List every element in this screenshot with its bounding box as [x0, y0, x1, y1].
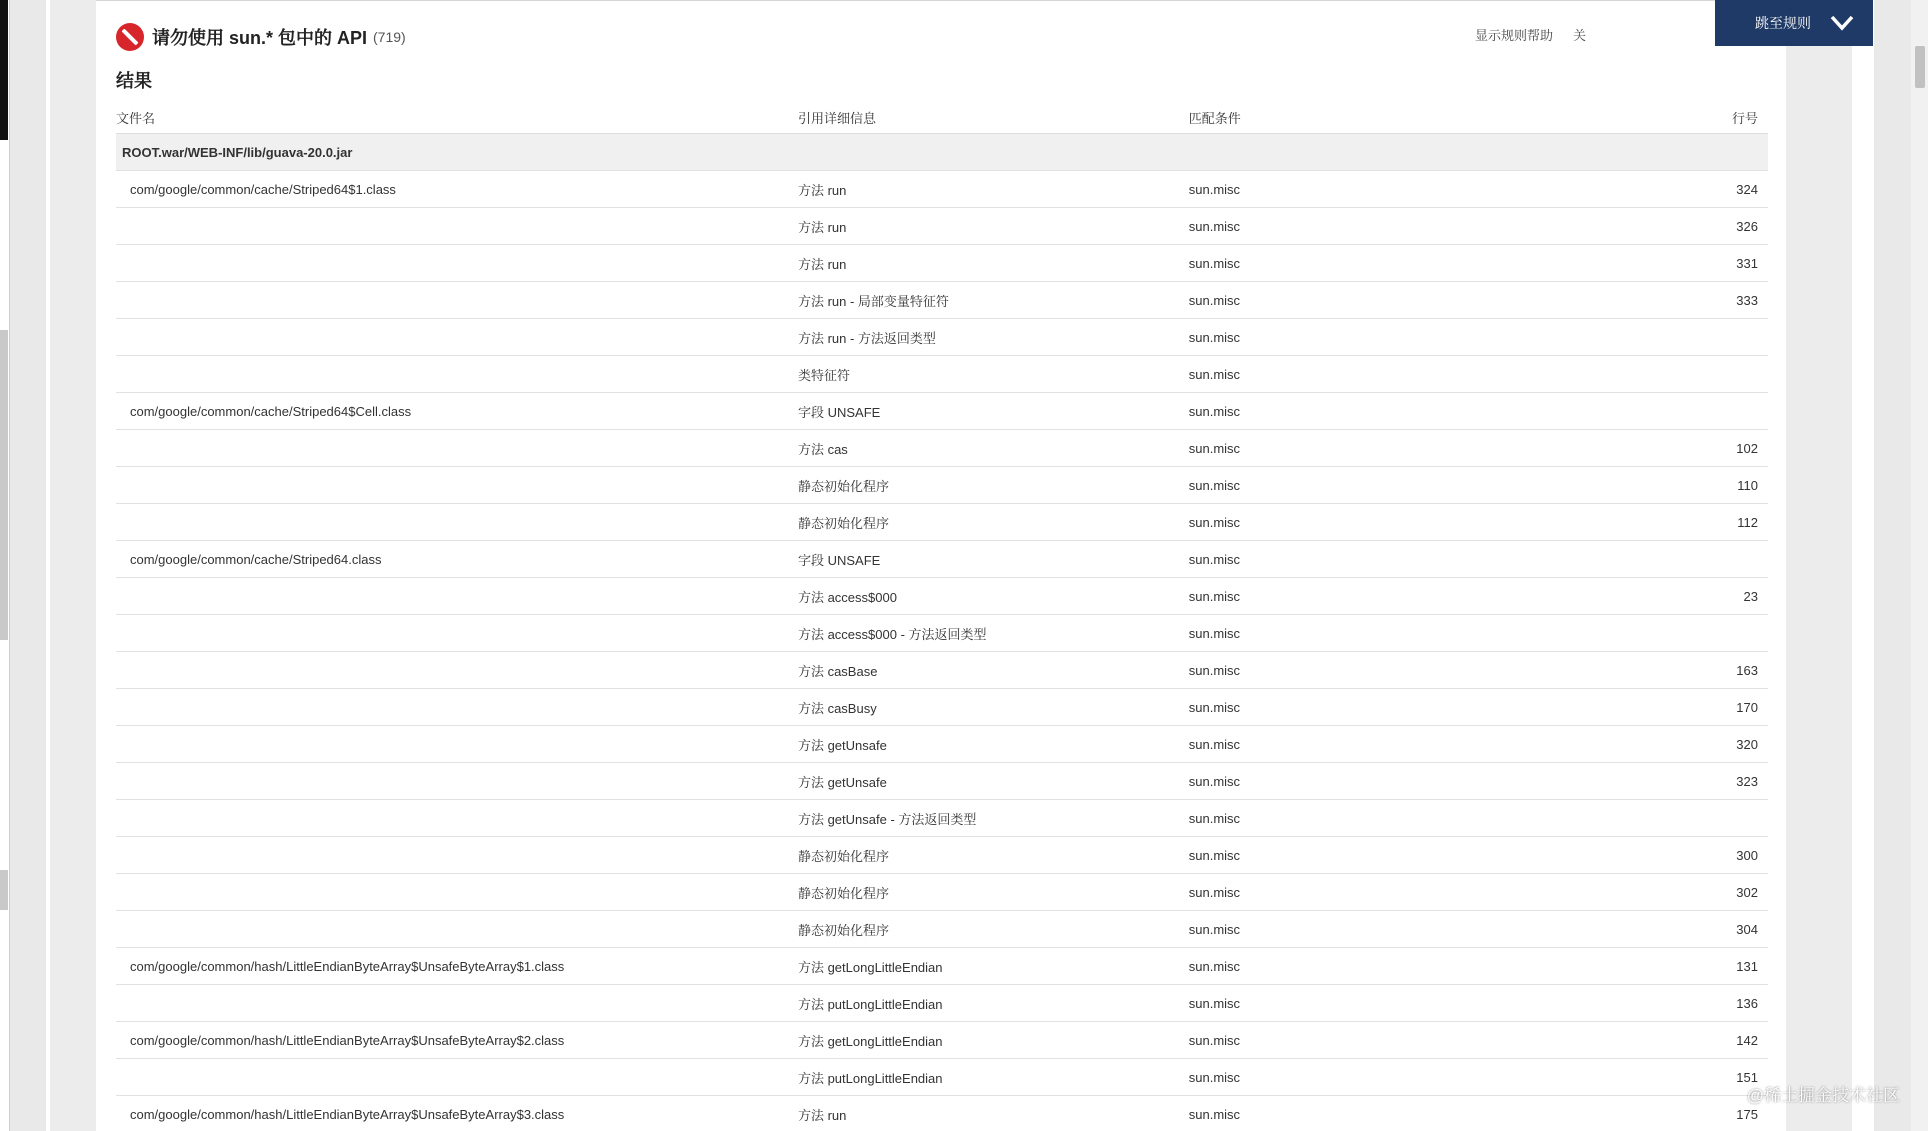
- match-cell: sun.misc: [1189, 911, 1697, 948]
- table-row: [116, 171, 1768, 208]
- line-cell: 110: [1697, 467, 1768, 504]
- detail-cell: 方法 run - 方法返回类型: [798, 319, 1189, 356]
- match-cell: sun.misc: [1189, 1096, 1697, 1131]
- left-window-edge: [0, 0, 10, 1131]
- match-cell: sun.misc: [1189, 800, 1697, 837]
- file-cell: [116, 763, 798, 800]
- file-cell: [116, 319, 798, 356]
- file-cell: [116, 837, 798, 874]
- match-cell: sun.misc: [1189, 689, 1697, 726]
- watermark: @稀土掘金技术社区: [1746, 1086, 1900, 1105]
- file-cell: [116, 911, 798, 948]
- file-cell: [116, 800, 798, 837]
- match-cell: sun.misc: [1189, 985, 1697, 1022]
- group-row: [116, 134, 1768, 171]
- file-cell: [116, 874, 798, 911]
- line-cell: 331: [1697, 245, 1768, 282]
- table-row: [116, 763, 1768, 800]
- table-row: [116, 1059, 1768, 1096]
- rule-count: (719): [373, 29, 406, 45]
- detail-cell: 方法 run: [798, 171, 1189, 208]
- table-row: [116, 1022, 1768, 1059]
- column-header-match: 匹配条件: [1189, 101, 1697, 134]
- match-cell: sun.misc: [1189, 874, 1697, 911]
- line-cell: 151: [1697, 1059, 1768, 1096]
- rule-title: 请勿使用 sun.* 包中的 API: [152, 28, 368, 48]
- file-cell: [116, 1059, 798, 1096]
- table-row: [116, 726, 1768, 763]
- line-cell: 300: [1697, 837, 1768, 874]
- detail-cell: 方法 run: [798, 245, 1189, 282]
- file-cell: com/google/common/hash/LittleEndianByteArray$UnsafeByteArray$1.class: [116, 948, 798, 985]
- detail-cell: 静态初始化程序: [798, 504, 1189, 541]
- match-cell: sun.misc: [1189, 652, 1697, 689]
- file-cell: com/google/common/hash/LittleEndianByteArray$UnsafeByteArray$2.class: [116, 1022, 798, 1059]
- line-cell: 304: [1697, 911, 1768, 948]
- line-cell: 142: [1697, 1022, 1768, 1059]
- file-cell: com/google/common/cache/Striped64$Cell.class: [116, 393, 798, 430]
- match-cell: sun.misc: [1189, 763, 1697, 800]
- table-row: [116, 467, 1768, 504]
- line-cell: [1697, 541, 1768, 578]
- jump-to-rule-label: 跳至规则: [1755, 15, 1811, 31]
- detail-cell: 方法 getUnsafe: [798, 763, 1189, 800]
- line-cell: 320: [1697, 726, 1768, 763]
- table-row: [116, 356, 1768, 393]
- show-rule-help-link[interactable]: 显示规则帮助: [1474, 28, 1553, 43]
- file-cell: com/google/common/cache/Striped64$1.class: [116, 171, 798, 208]
- detail-cell: 方法 putLongLittleEndian: [798, 1059, 1189, 1096]
- no-entry-icon: [116, 23, 144, 51]
- file-cell: com/google/common/cache/Striped64.class: [116, 541, 798, 578]
- match-cell: sun.misc: [1189, 430, 1697, 467]
- file-cell: [116, 245, 798, 282]
- table-row: [116, 245, 1768, 282]
- detail-cell: 类特征符: [798, 356, 1189, 393]
- line-cell: 136: [1697, 985, 1768, 1022]
- group-label: ROOT.war/WEB-INF/lib/guava-20.0.jar: [116, 134, 1768, 171]
- detail-cell: 字段 UNSAFE: [798, 393, 1189, 430]
- file-cell: [116, 430, 798, 467]
- line-cell: 323: [1697, 763, 1768, 800]
- file-cell: [116, 689, 798, 726]
- detail-cell: 静态初始化程序: [798, 911, 1189, 948]
- detail-cell: 方法 run: [798, 208, 1189, 245]
- table-row: [116, 504, 1768, 541]
- table-row: [116, 948, 1768, 985]
- column-header-file: 文件名: [116, 101, 798, 134]
- line-cell: 23: [1697, 578, 1768, 615]
- file-cell: com/google/common/hash/LittleEndianByteArray$UnsafeByteArray$3.class: [116, 1096, 798, 1131]
- match-cell: sun.misc: [1189, 837, 1697, 874]
- detail-cell: 静态初始化程序: [798, 467, 1189, 504]
- file-cell: [116, 282, 798, 319]
- line-cell: [1697, 319, 1768, 356]
- file-cell: [116, 208, 798, 245]
- line-cell: 112: [1697, 504, 1768, 541]
- detail-cell: 静态初始化程序: [798, 874, 1189, 911]
- chevron-down-icon: [1829, 10, 1855, 34]
- detail-cell: 方法 casBusy: [798, 689, 1189, 726]
- match-cell: sun.misc: [1189, 393, 1697, 430]
- match-cell: sun.misc: [1189, 615, 1697, 652]
- file-cell: [116, 652, 798, 689]
- line-cell: 324: [1697, 171, 1768, 208]
- table-row: [116, 578, 1768, 615]
- match-cell: sun.misc: [1189, 467, 1697, 504]
- jump-to-rule-button[interactable]: [1715, 0, 1873, 46]
- detail-cell: 方法 access$000 - 方法返回类型: [798, 615, 1189, 652]
- detail-cell: 方法 getLongLittleEndian: [798, 948, 1189, 985]
- line-cell: [1697, 356, 1768, 393]
- match-cell: sun.misc: [1189, 1022, 1697, 1059]
- line-cell: 170: [1697, 689, 1768, 726]
- file-cell: [116, 578, 798, 615]
- detail-cell: 方法 cas: [798, 430, 1189, 467]
- line-cell: [1697, 800, 1768, 837]
- match-cell: sun.misc: [1189, 319, 1697, 356]
- line-cell: [1697, 615, 1768, 652]
- file-cell: [116, 615, 798, 652]
- detail-cell: 方法 getLongLittleEndian: [798, 1022, 1189, 1059]
- table-row: [116, 282, 1768, 319]
- detail-cell: 方法 access$000: [798, 578, 1189, 615]
- rule-header: [116, 21, 406, 53]
- table-row: [116, 652, 1768, 689]
- table-row: [116, 393, 1768, 430]
- detail-cell: 静态初始化程序: [798, 837, 1189, 874]
- file-cell: [116, 726, 798, 763]
- rule-links: [1475, 25, 1586, 44]
- match-cell: sun.misc: [1189, 726, 1697, 763]
- table-row: [116, 800, 1768, 837]
- column-header-detail: 引用详细信息: [798, 101, 1189, 134]
- table-row: [116, 1096, 1768, 1131]
- table-row: [116, 208, 1768, 245]
- table-row: [116, 430, 1768, 467]
- vertical-scrollbar[interactable]: [1911, 0, 1928, 1131]
- detail-cell: 方法 getUnsafe - 方法返回类型: [798, 800, 1189, 837]
- table-row: [116, 319, 1768, 356]
- line-cell: 326: [1697, 208, 1768, 245]
- line-cell: 302: [1697, 874, 1768, 911]
- match-cell: sun.misc: [1189, 208, 1697, 245]
- table-row: [116, 874, 1768, 911]
- match-cell: sun.misc: [1189, 245, 1697, 282]
- match-cell: sun.misc: [1189, 948, 1697, 985]
- table-header-row: [116, 101, 1768, 134]
- detail-cell: 方法 run - 局部变量特征符: [798, 282, 1189, 319]
- line-cell: [1697, 393, 1768, 430]
- line-cell: 163: [1697, 652, 1768, 689]
- results-table: [116, 101, 1768, 1131]
- table-row: [116, 911, 1768, 948]
- scrollbar-thumb[interactable]: [1915, 46, 1925, 88]
- line-cell: 333: [1697, 282, 1768, 319]
- detail-cell: 方法 casBase: [798, 652, 1189, 689]
- file-cell: [116, 985, 798, 1022]
- table-row: [116, 541, 1768, 578]
- table-row: [116, 985, 1768, 1022]
- line-cell: 175: [1697, 1096, 1768, 1131]
- rule-panel: [96, 0, 1786, 1131]
- table-row: [116, 689, 1768, 726]
- close-link[interactable]: 关: [1572, 28, 1586, 43]
- table-row: [116, 837, 1768, 874]
- match-cell: sun.misc: [1189, 504, 1697, 541]
- match-cell: sun.misc: [1189, 356, 1697, 393]
- match-cell: sun.misc: [1189, 1059, 1697, 1096]
- detail-cell: 方法 getUnsafe: [798, 726, 1189, 763]
- detail-cell: 方法 putLongLittleEndian: [798, 985, 1189, 1022]
- line-cell: 131: [1697, 948, 1768, 985]
- column-header-line: 行号: [1697, 101, 1768, 134]
- results-heading: 结果: [116, 71, 152, 91]
- match-cell: sun.misc: [1189, 578, 1697, 615]
- match-cell: sun.misc: [1189, 282, 1697, 319]
- file-cell: [116, 467, 798, 504]
- file-cell: [116, 356, 798, 393]
- file-cell: [116, 504, 798, 541]
- match-cell: sun.misc: [1189, 541, 1697, 578]
- detail-cell: 字段 UNSAFE: [798, 541, 1189, 578]
- match-cell: sun.misc: [1189, 171, 1697, 208]
- detail-cell: 方法 run: [798, 1096, 1189, 1131]
- table-row: [116, 615, 1768, 652]
- line-cell: 102: [1697, 430, 1768, 467]
